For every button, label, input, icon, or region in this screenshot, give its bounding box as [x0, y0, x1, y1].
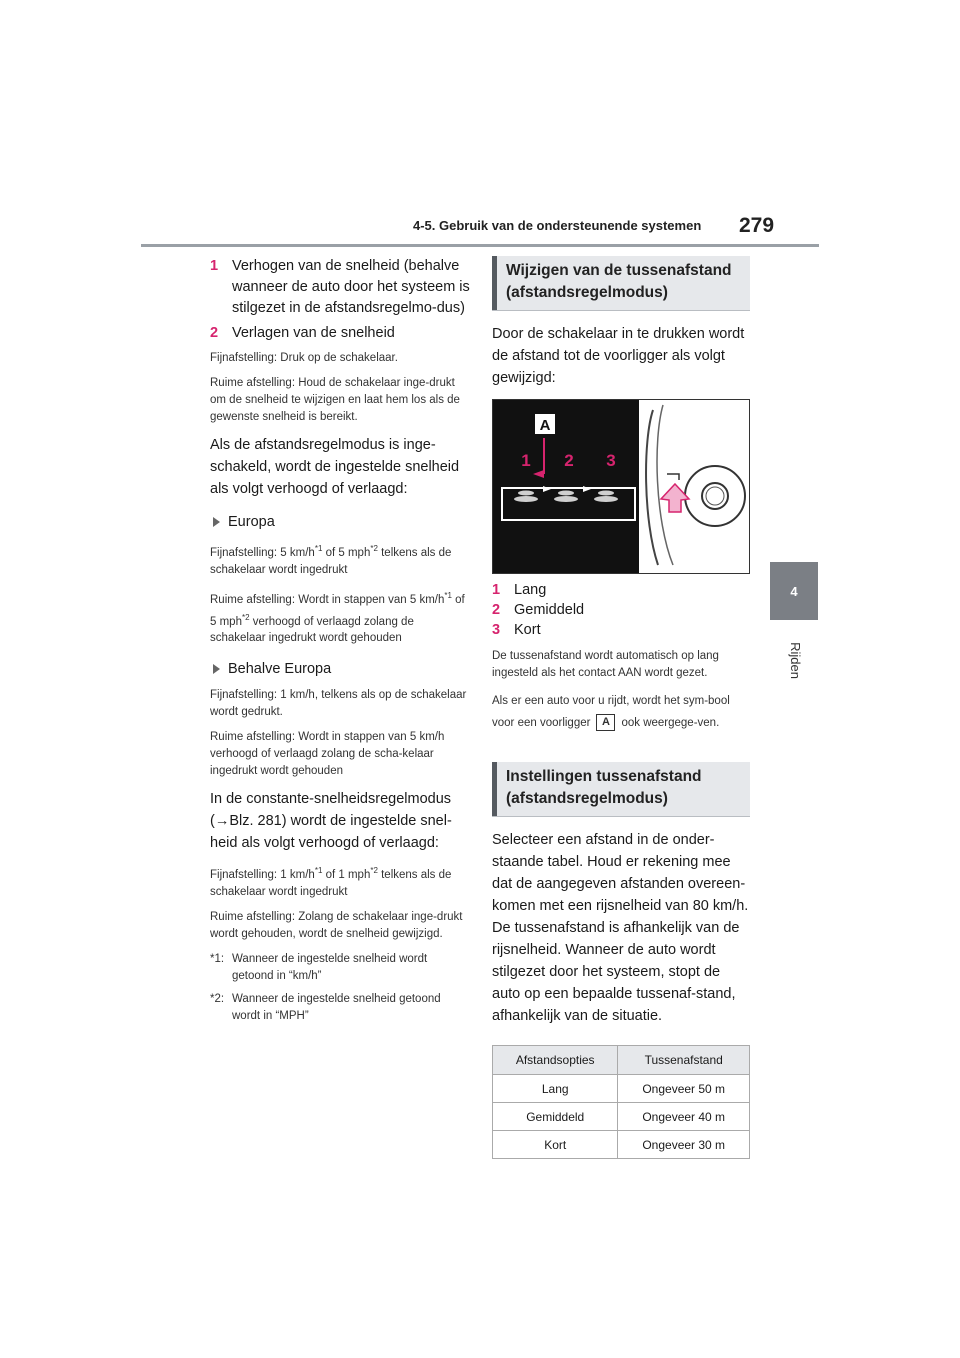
fine-adjust-note: Fijnafstelling: Druk op de schakelaar.	[210, 352, 398, 364]
footnote-2: *2: Wanneer de ingestelde snelheid getoond wordt in “MPH”	[210, 993, 441, 1023]
section-header-title: 4-5. Gebruik van de ondersteunende systemen	[413, 218, 702, 233]
other-coarse-note: Ruime afstelling: Wordt in stappen van 5 km/h verhoogd of verlaagd zolang de scha-kelaar ingedrukt wordt gehouden	[210, 731, 445, 778]
header-rule	[141, 244, 819, 247]
item-number: 1	[210, 258, 219, 274]
table-header: Tussenafstand	[618, 1046, 750, 1075]
bullet-europe: Europa	[210, 512, 470, 532]
chapter-label-text: Rijden	[787, 641, 803, 679]
other-fine-note: Fijnafstelling: 1 km/h, telkens als op de schakelaar wordt gedrukt.	[210, 689, 467, 719]
cruise-coarse-note: Ruime afstelling: Zolang de schakelaar inge-drukt wordt gehouden, wordt de snelheid gewijzigd.	[210, 911, 463, 941]
section-title: Wijzigen van de tussenafstand (afstandsregelmodus)	[492, 256, 750, 311]
chapter-tab: 4	[770, 562, 818, 620]
list-item	[210, 256, 470, 319]
europe-coarse-note: Ruime afstelling: Wordt in stappen van 5 $km/h^{*1}$ of 5 mph$^{*2}$ verhoogd of verlaagd zolang de schakelaar ingedrukt wordt gehouden	[210, 590, 465, 645]
figure-illustration	[493, 400, 749, 573]
distance-switch-figure	[492, 399, 750, 574]
paragraph: In de constante-snelheidsregelmodus (→Blz. 281) wordt de ingestelde snel-heid als volgt verhoogd of verlaagd:	[210, 791, 452, 852]
list-item: 1 Lang	[492, 582, 547, 598]
paragraph: Selecteer een afstand in de onder-staande tabel. Houd er rekening mee dat de aangegeven afstanden overeen-komen met een rijsnelheid van 80 km/h. De tussenafstand is afhankelijk van de rijsnelheid. Wanneer de auto wordt stilgezet door het systeem, stopt de auto op een bepaalde tussenaf-stand, afhankelijk van de situatie.	[492, 832, 749, 1024]
vehicle-symbol-note: Als er een auto voor u rijdt, wordt het sym-bool voor een voorligger A ook weergege-ven.	[492, 690, 750, 734]
item-number: 2	[210, 325, 219, 341]
paragraph: Door de schakelaar in te drukken wordt de afstand tot de voorligger als volgt gewijzigd:	[492, 326, 745, 386]
table-header: Afstandsopties	[493, 1046, 618, 1075]
vehicle-symbol-badge: A	[596, 714, 615, 731]
figure-number-3: 3	[606, 451, 616, 470]
page-number: 279	[739, 214, 775, 237]
cruise-fine-note: Fijnafstelling: 1 $km/h^{*1}$ of 1 mph$^{*2}$ telkens als de schakelaar wordt ingedrukt	[210, 866, 452, 899]
auto-distance-note: De tussenafstand wordt automatisch op lang ingesteld als het contact AAN wordt gezet.	[492, 650, 719, 679]
table-row: Kort Ongeveer 30 m	[493, 1131, 750, 1159]
item-text: Verhogen van de snelheid (behalve wanneer de auto door het systeem is stilgezet in de afstandsregelmo-dus)	[232, 258, 470, 316]
list-item: 2 Gemiddeld	[492, 602, 585, 618]
table-row: Lang Ongeveer 50 m	[493, 1075, 750, 1103]
list-item: 3 Kort	[492, 622, 541, 638]
right-column	[492, 256, 750, 1159]
figure-label-a: A	[539, 417, 551, 434]
chapter-label	[773, 630, 817, 690]
coarse-adjust-note: Ruime afstelling: Houd de schakelaar inge-drukt om de snelheid te wijzigen en laat hem los als de gewenste snelheid is bereikt.	[210, 377, 460, 423]
figure-number-2: 2	[564, 451, 574, 470]
paragraph: Als de afstandsregelmodus is inge-schakeld, wordt de ingestelde snelheid als volgt verhoogd of verlaagd:	[210, 437, 460, 497]
europe-fine-note: Fijnafstelling: 5 $km/h^{*1}$ of 5 mph$^{*2}$ telkens als de schakelaar wordt ingedrukt	[210, 544, 452, 576]
list-item	[210, 323, 470, 344]
bullet-other: Behalve Europa	[210, 659, 470, 679]
figure-number-1: 1	[521, 451, 531, 470]
footnote-1: *1: Wanneer de ingestelde snelheid wordt getoond in “km/h”	[210, 953, 428, 983]
distance-table	[492, 1045, 750, 1159]
section-title: Instellingen tussenafstand (afstandsregelmodus)	[492, 762, 750, 817]
item-text: Verlagen van de snelheid	[232, 325, 395, 341]
left-column	[210, 256, 470, 1031]
table-row: Gemiddeld Ongeveer 40 m	[493, 1103, 750, 1131]
